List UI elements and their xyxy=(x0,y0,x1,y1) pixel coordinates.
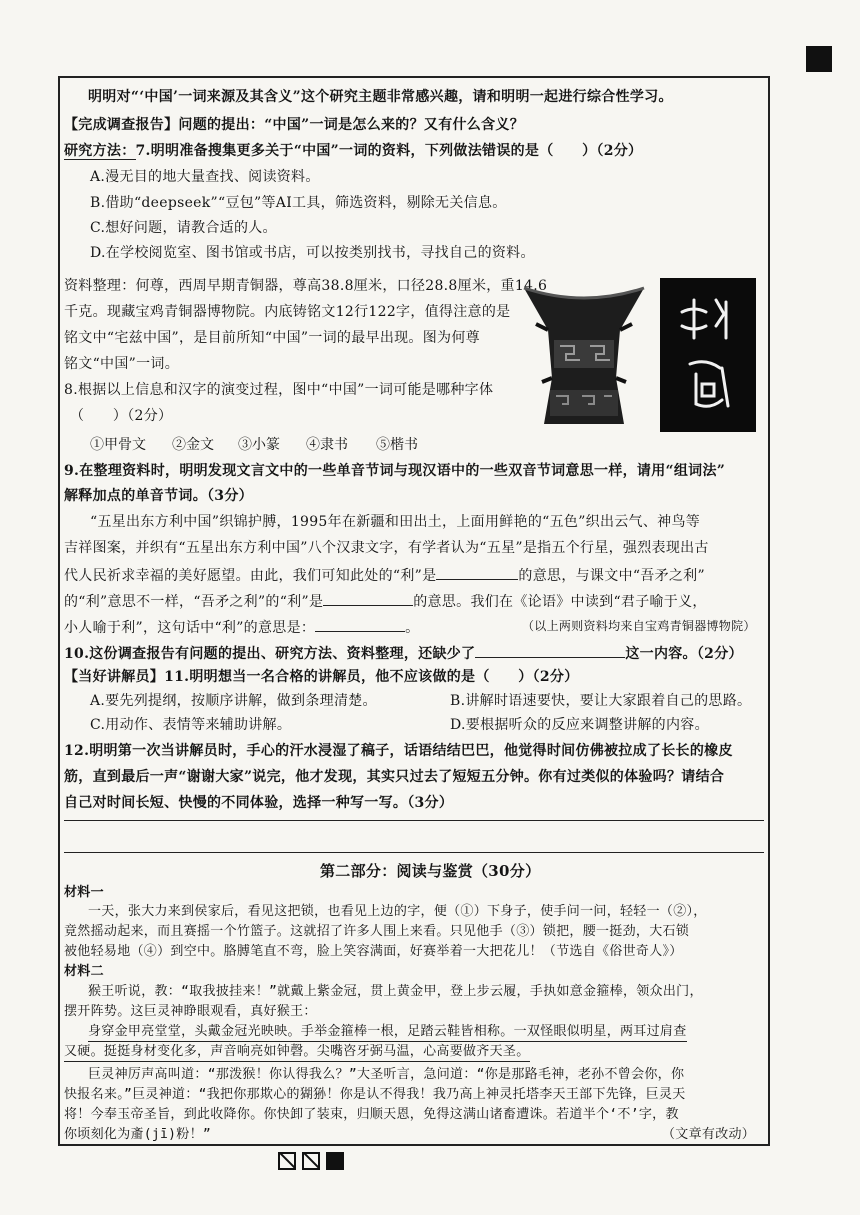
q11-option-b: B.讲解时语速要快，要让大家跟着自己的思路。 xyxy=(450,693,752,709)
material2-line-5: 巨灵神厉声高叫道：“那泼猴！你认得我么？”大圣听言，急问道：“你是那路毛神，老孙不曾会你，你 xyxy=(88,1067,685,1082)
q8-option-5: ⑤楷书 xyxy=(376,437,418,453)
q9-passage-line-1: “五星出东方利中国”织锦护膊，1995年在新疆和田出土，上面用鲜艳的“五色”织出云气、神鸟等 xyxy=(90,514,701,530)
marker-box-slash-2 xyxy=(302,1152,320,1170)
q8-option-4: ④隶书 xyxy=(306,437,348,453)
q10-stem xyxy=(64,643,743,663)
marker-box-filled xyxy=(326,1152,344,1170)
inscription-rubbing-image xyxy=(660,278,756,432)
q8-stem: 8.根据以上信息和汉字的演变过程，图中“中国”一词可能是哪种字体 xyxy=(64,382,494,398)
q7-option-d: D.在学校阅览室、图书馆或书店，可以按类别找书，寻找自己的资料。 xyxy=(90,245,535,261)
q9-text-d: 的意思。我们在《论语》中读到“君子喻于义， xyxy=(413,594,707,610)
part-divider-line xyxy=(64,852,764,853)
q12-line-3: 自己对时间长短、快慢的不同体验，选择一种写一写。（3分） xyxy=(64,795,454,811)
q7-question: 7.明明准备搜集更多关于“中国”一词的资料，下列做法错误的是（ ）（2分） xyxy=(135,143,643,159)
q12-line-1: 12.明明第一次当讲解员时，手心的汗水浸湿了稿子，话语结结巴巴，他觉得时间仿佛被拉成了长长的橡皮 xyxy=(64,743,733,759)
material2-poem-line-1: 身穿金甲亮堂堂，头戴金冠光映映。手举金箍棒一根，足踏云鞋皆相称。一双怪眼似明星，两耳过肩查 xyxy=(88,1023,687,1042)
he-zun-bronze-vessel-image xyxy=(520,278,648,428)
q9-text-b: 的意思，与课文中“吾矛之利” xyxy=(518,568,705,584)
q7-option-c: C.想好问题，请教合适的人。 xyxy=(90,220,277,236)
material-line-2: 千克。现藏宝鸡青铜器博物院。内底铸铭文12行122字，值得注意的是 xyxy=(64,304,511,320)
q9-blank-1[interactable] xyxy=(436,565,518,580)
q7-option-b: B.借助“deepseek”“豆包”等AI工具，筛选资料，剔除无关信息。 xyxy=(90,195,507,211)
q9-text-a: 代人民祈求幸福的美好愿望。由此，我们可知此处的“利”是 xyxy=(64,568,437,584)
material1-label: 材料一 xyxy=(64,885,104,900)
q8-answer-paren: （ ）（2分） xyxy=(70,408,173,424)
q9-passage-line-5 xyxy=(64,617,419,637)
q12-answer-line[interactable] xyxy=(64,820,764,821)
q9-stem-line-2: 解释加点的单音节词。（3分） xyxy=(64,488,253,504)
q8-option-2: ②金文 xyxy=(172,437,214,453)
material2-line-6: 快报名来。”巨灵神道：“我把你那欺心的猢狲！你是认不得我！我乃高上神灵托塔李天王部下先锋，巨灵天 xyxy=(64,1087,686,1102)
material1-line-2: 竟然摇动起来，而且赛摇一个竹篮子。这就招了许多人围上来看。只见他手（③）锁把，腰一挺劲，大石锁 xyxy=(64,924,690,939)
material-line-4: 铭文“中国”一词。 xyxy=(64,356,180,372)
part2-title: 第二部分：阅读与鉴赏（30分） xyxy=(320,862,541,880)
material-line-1: 资料整理：何尊，西周早期青铜器，尊高38.8厘米，口径28.8厘米，重14.6 xyxy=(64,278,548,294)
q9-passage-line-3 xyxy=(64,565,705,585)
material1-line-1: 一天，张大力来到侯家后，看见这把锁，也看见上边的字，便（①）下身子，使手问一问，轻轻一（②）， xyxy=(88,904,707,919)
research-method-label: 研究方法： xyxy=(64,143,136,159)
q8-option-1: ①甲骨文 xyxy=(90,437,146,453)
q10-blank[interactable] xyxy=(475,643,625,658)
material2-line-1: 猴王听说，教：“取我披挂来！”就戴上紫金冠，贯上黄金甲，登上步云履，手执如意金箍棒，领众出门， xyxy=(88,984,703,999)
q11-stem: 【当好讲解员】11.明明想当一名合格的讲解员，他不应该做的是（ ）（2分） xyxy=(64,669,579,685)
q7-option-a: A.漫无目的地大量查找、阅读资料。 xyxy=(90,169,320,185)
report-heading: 【完成调查报告】问题的提出：“中国”一词是怎么来的？又有什么含义？ xyxy=(64,117,525,133)
material2-line-7: 将！今奉玉帝圣旨，到此收降你。你快卸了装束，归顺天恩，免得这满山诸畜遭诛。若道半个‘不’字，教 xyxy=(64,1107,679,1122)
material2-line-2: 摆开阵势。这巨灵神睁眼观看，真好猴王： xyxy=(64,1004,317,1019)
q8-option-3: ③小篆 xyxy=(238,437,280,453)
material-line-3: 铭文中“宅兹中国”，是目前所知“中国”一词的最早出现。图为何尊 xyxy=(64,330,480,346)
material1-line-3: 被他轻易地（④）到空中。胳膊笔直不弯，脸上笑容满面，好赛举着一大把花儿！（节选自《俗世奇人》） xyxy=(64,944,683,959)
q9-stem-line-1: 9.在整理资料时，明明发现文言文中的一些单音节词与现汉语中的一些双音节词意思一样，请用“组词法” xyxy=(64,463,726,479)
q11-option-c: C.用动作、表情等来辅助讲解。 xyxy=(90,717,292,733)
q10-text-b: 这一内容。（2分） xyxy=(625,646,743,662)
q9-text-f: 。 xyxy=(405,620,420,636)
material2-line-8: 你顷刻化为齑(jī)粉！” xyxy=(64,1127,212,1142)
q11-option-d: D.要根据听众的反应来调整讲解的内容。 xyxy=(450,717,709,733)
q9-text-c: 的“利”意思不一样，“吾矛之利”的“利”是 xyxy=(64,594,324,610)
q11-option-a: A.要先列提纲，按顺序讲解，做到条理清楚。 xyxy=(90,693,377,709)
material2-label: 材料二 xyxy=(64,964,104,979)
q9-text-e: 小人喻于利”，这句话中“利”的意思是： xyxy=(64,620,316,636)
q9-passage-line-4 xyxy=(64,591,707,611)
q9-passage-line-2: 吉祥图案，并织有“五星出东方利中国”八个汉隶文字，有学者认为“五星”是指五个行星，强烈表现出古 xyxy=(64,540,709,556)
marker-box-slash-1 xyxy=(278,1152,296,1170)
q9-blank-3[interactable] xyxy=(315,617,405,632)
material2-poem-line-2: 又硬。挺挺身材变化多，声音响亮如钟磬。尖嘴咨牙弼马温，心高要做齐天圣。 xyxy=(64,1043,530,1062)
intro-text: 明明对“‘中国’一词来源及其含义”这个研究主题非常感兴趣，请和明明一起进行综合性学习。 xyxy=(88,89,673,105)
q9-source-note: （以上两则资料均来自宝鸡青铜器博物院） xyxy=(522,619,756,633)
q10-text-a: 10.这份调查报告有问题的提出、研究方法、资料整理，还缺少了 xyxy=(64,646,476,662)
q9-blank-2[interactable] xyxy=(323,591,413,606)
q7-stem xyxy=(64,142,642,160)
q12-line-2: 筋，直到最后一声“谢谢大家”说完，他才发现，其实只过去了短短五分钟。你有过类似的体验吗？请结合 xyxy=(64,769,725,785)
material2-source: （文章有改动） xyxy=(662,1127,756,1142)
bottom-marker-boxes xyxy=(278,1152,344,1170)
corner-registration-mark xyxy=(806,46,832,72)
